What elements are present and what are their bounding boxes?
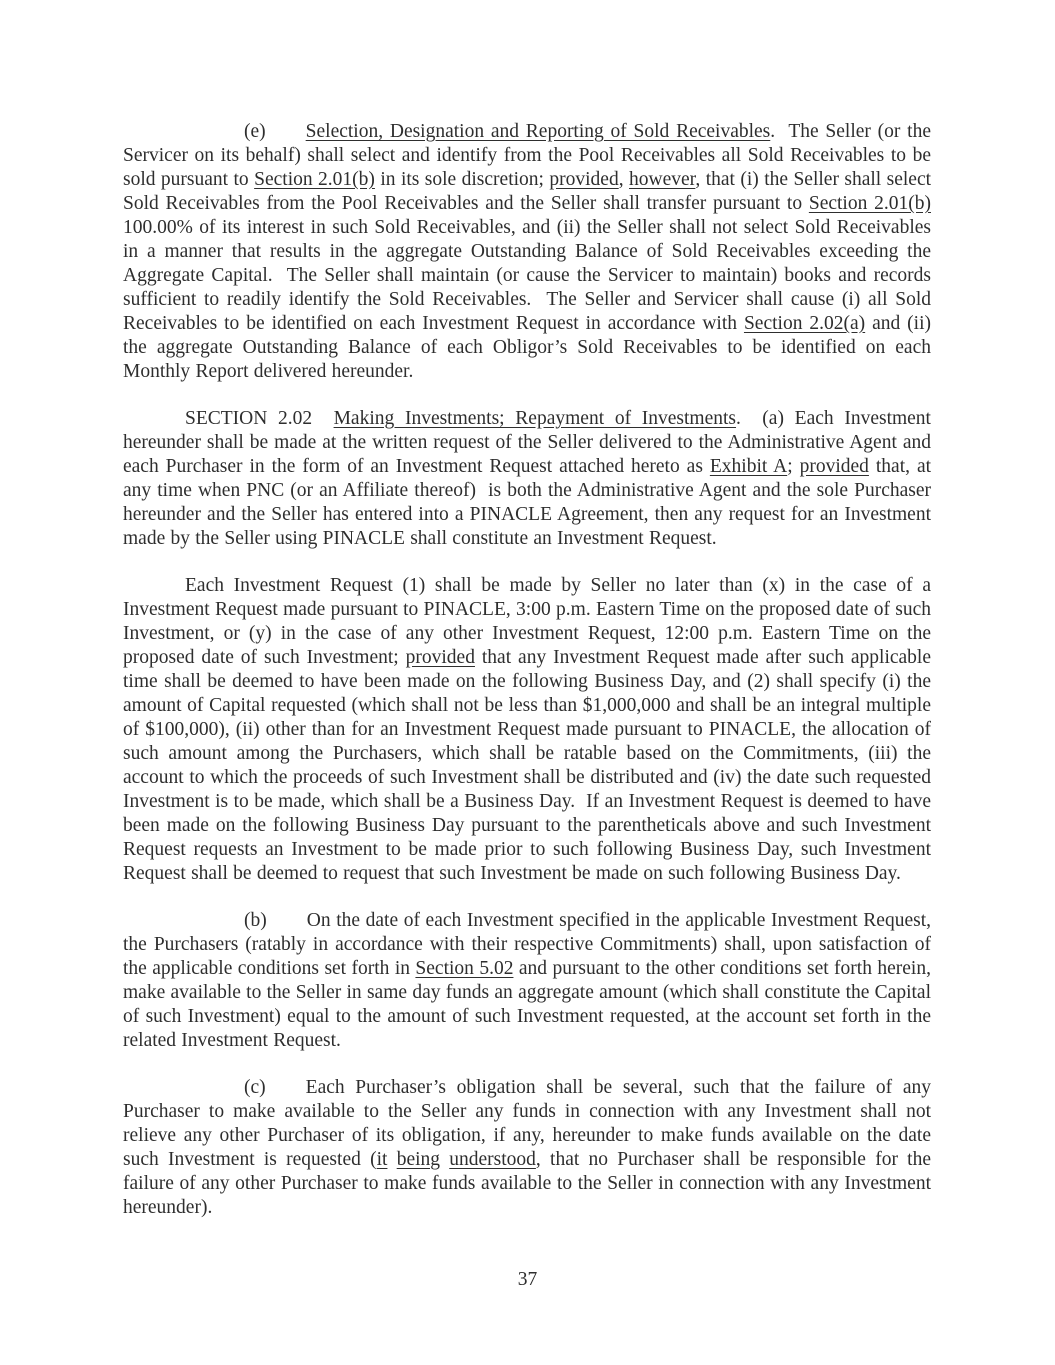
paragraph-e-selection-designation: [123, 120, 931, 384]
text-run: that, at any time when PNC (or an Affiliate thereof) is both the Administrative Agent and the sole Purchaser hereunder and the Seller has entered into a PINACLE Agreement, then any request for an Investment made by the Seller using PINACLE shall constitute an Investment Request.: [123, 456, 932, 549]
text-run: and pursuant to the other conditions set forth herein, make available to the Seller in same day funds an aggregate amount (which shall constitute the Capital of such Investment) equal to the amount of such Investment requested, at the account set forth in the related Investment Request.: [123, 958, 931, 1051]
paragraph-b-investment-funding: [123, 909, 931, 1053]
text-run: (c): [244, 1077, 266, 1098]
text-run: SECTION 2.02: [185, 408, 334, 429]
underlined-text-run: Selection, Designation and Reporting of Sold Receivables: [305, 121, 771, 142]
underlined-text-run: however: [629, 169, 696, 190]
text-run: , that (i) the Seller shall select Sold Receivables from the Pool Receivables and the Seller shall transfer pursuant to: [123, 169, 932, 214]
text-run: . (a) Each Investment hereunder shall be made at the written request of the Seller delivered to the Administrative Agent and each Purchaser in the form of an Investment Request attached hereto as: [123, 408, 931, 477]
text-run: ,: [618, 169, 630, 190]
underlined-text-run: being: [396, 1149, 441, 1170]
text-run: (b): [244, 910, 267, 931]
page-number: 37: [517, 1269, 538, 1290]
text-run: 100.00% of its interest in such Sold Receivables, and (ii) the Seller shall not select Sold Receivables in a manner that results in the aggregate Outstanding Balance of Sold Receivables exceeding the Aggregate Capital. The Seller shall maintain (or cause the Servicer to maintain) books and records sufficient to readily identify the Sold Receivables. The Seller and Servicer shall cause (i) all Sold Receivables to be identified on each Investment Request in accordance with: [123, 217, 931, 334]
paragraph-c-several-obligations: [123, 1076, 931, 1220]
underlined-text-run: Section 5.02: [415, 958, 514, 979]
text-run: . The Seller (or the Servicer on its behalf) shall select and identify from the Pool Receivables all Sold Receivables to be sold pursuant to: [123, 121, 931, 190]
text-run: in its sole discretion;: [374, 169, 550, 190]
text-run: Each Purchaser’s obligation shall be several, such that the failure of any Purchaser to make available to the Seller any funds in connection with any Investment shall not relieve any other Purchaser of its obligation, if any, hereunder to make funds available on the date such Investment is requested (: [123, 1077, 931, 1170]
text-run: , that no Purchaser shall be responsible for the failure of any other Purchaser to make funds available to the Seller in connection with any Investment hereunder).: [123, 1149, 932, 1218]
underlined-text-run: Exhibit A: [709, 456, 788, 477]
underlined-text-run: understood: [449, 1149, 536, 1170]
text-run: ;: [787, 456, 800, 477]
text-run: and (ii) the aggregate Outstanding Balance of each Obligor’s Sold Receivables to be identified on each Monthly Report delivered hereunder.: [123, 313, 931, 382]
underlined-text-run: Section 2.02(a): [743, 313, 866, 334]
underlined-text-run: provided: [405, 647, 475, 668]
text-run: [387, 1149, 396, 1170]
text-run: [440, 1149, 449, 1170]
underlined-text-run: Section 2.01(b): [808, 193, 931, 214]
text-run: On the date of each Investment specified in the applicable Investment Request, the Purchasers (ratably in accordance with their respective Commitments) shall, upon satisfaction of the applicable conditions set forth in: [123, 910, 931, 979]
text-run: Each Investment Request (1) shall be made by Seller no later than (x) in the case of a Investment Request made pursuant to PINACLE, 3:00 p.m. Eastern Time on the proposed date of such Investment, or (y) in the case of any other Investment Request, 12:00 p.m. Eastern Time on the proposed date of such Investment;: [123, 575, 931, 668]
underlined-text-run: provided: [799, 456, 869, 477]
underlined-text-run: Section 2.01(b): [254, 169, 375, 190]
underlined-text-run: provided: [549, 169, 619, 190]
text-run: that any Investment Request made after such applicable time shall be deemed to have been made on the following Business Day, and (2) shall specify (i) the amount of Capital requested (which shall not be less than $1,000,000 and shall be an integral multiple of $100,000), (ii) other than for an Investment Request made pursuant to PINACLE, the allocation of such amount among the Purchasers, which shall be ratable based on the Commitments, (iii) the account to which the proceeds of such Investment shall be distributed and (iv) the date such requested Investment is to be made, which shall be a Business Day. If an Investment Request is deemed to have been made on the following Business Day pursuant to the parentheticals above and such Investment Request requests an Investment to be made prior to such following Business Day, such Investment Request shall be deemed to request that such Investment be made on such following Business Day.: [123, 647, 931, 884]
paragraph-investment-request-timing: [123, 574, 931, 886]
underlined-text-run: it: [376, 1149, 388, 1170]
paragraph-section-2-02-a: [123, 407, 931, 551]
text-run: (e): [244, 121, 266, 142]
underlined-text-run: Making Investments; Repayment of Investments: [333, 408, 737, 429]
document-body: [123, 120, 931, 1220]
